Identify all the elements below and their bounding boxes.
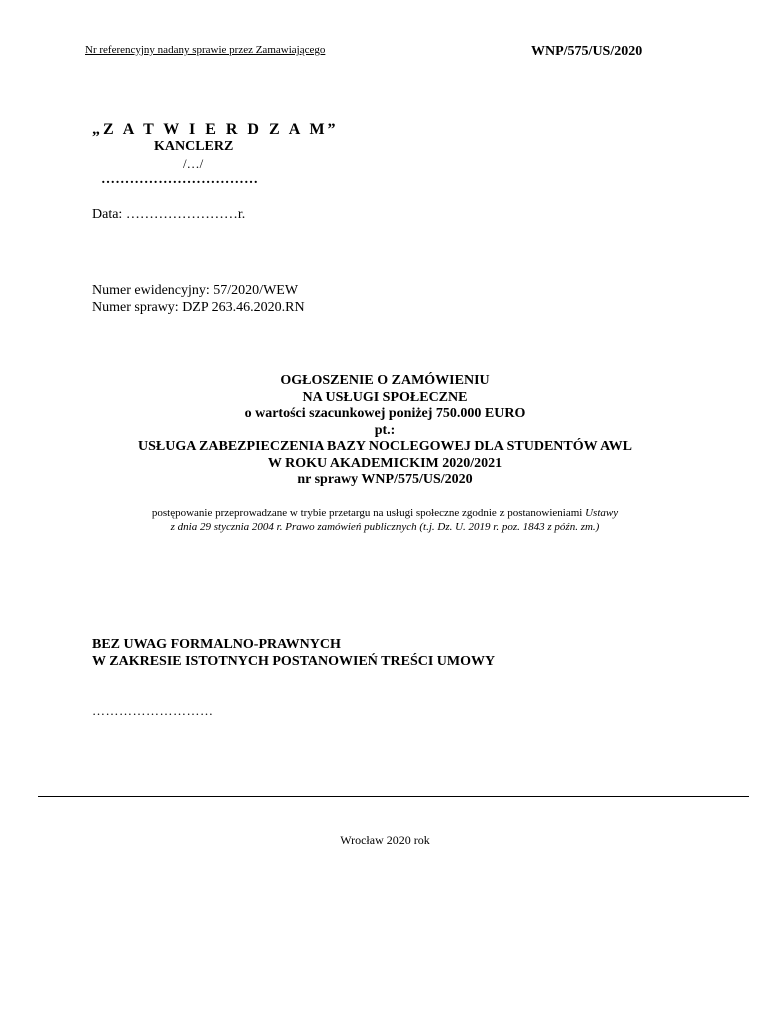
procedure-note-italic: Ustawy — [585, 507, 619, 519]
legal-review-heading — [92, 636, 495, 670]
notice-title-block — [0, 373, 770, 489]
reference-number: WNP/575/US/2020 — [531, 44, 643, 59]
procedure-note — [60, 506, 710, 534]
chancellor-title: KANCLERZ — [154, 139, 234, 154]
footer-divider — [38, 796, 749, 797]
signature-line: …………………………… — [101, 172, 259, 187]
notice-title-line: USŁUGA ZABEZPIECZENIA BAZY NOCLEGOWEJ DLA STUDENTÓW AWL — [137, 439, 632, 454]
legal-review-line: BEZ UWAG FORMALNO-PRAWNYCH — [92, 637, 341, 652]
date-line: Data: ……………………r. — [92, 207, 246, 222]
notice-title-line: OGŁOSZENIE O ZAMÓWIENIU — [280, 373, 490, 388]
legal-review-line: W ZAKRESIE ISTOTNYCH POSTANOWIEŃ TREŚCI UMOWY — [92, 654, 496, 669]
approval-heading: „Z A T W I E R D Z A M” — [92, 121, 339, 138]
notice-title-line: W ROKU AKADEMICKIM 2020/2021 — [267, 455, 503, 471]
notice-title-line: o wartości szacunkowej poniżej 750.000 EURO — [244, 406, 526, 421]
signature-placeholder: /…/ — [183, 156, 204, 171]
reference-label: Nr referencyjny nadany sprawie przez Zamawiającego — [85, 44, 326, 56]
legal-signature-line: ……………………… — [92, 703, 214, 718]
notice-title-line: pt.: — [374, 422, 396, 438]
footer-place-year: Wrocław 2020 rok — [340, 833, 430, 847]
notice-title-line: NA USŁUGI SPOŁECZNE — [302, 389, 468, 405]
procedure-note-text: postępowanie przeprowadzane w trybie przetargu na usługi społeczne zgodnie z postanowieniami — [151, 507, 586, 519]
notice-title-line: nr sprawy WNP/575/US/2020 — [297, 472, 473, 487]
procedure-note-italic: z dnia 29 stycznia 2004 r. Prawo zamówień publicznych (t.j. Dz. U. 2019 r. poz. 1843 z późn. zm.) — [170, 521, 600, 533]
registry-number: Numer ewidencyjny: 57/2020/WEW — [92, 283, 299, 298]
case-number: Numer sprawy: DZP 263.46.2020.RN — [92, 300, 305, 315]
